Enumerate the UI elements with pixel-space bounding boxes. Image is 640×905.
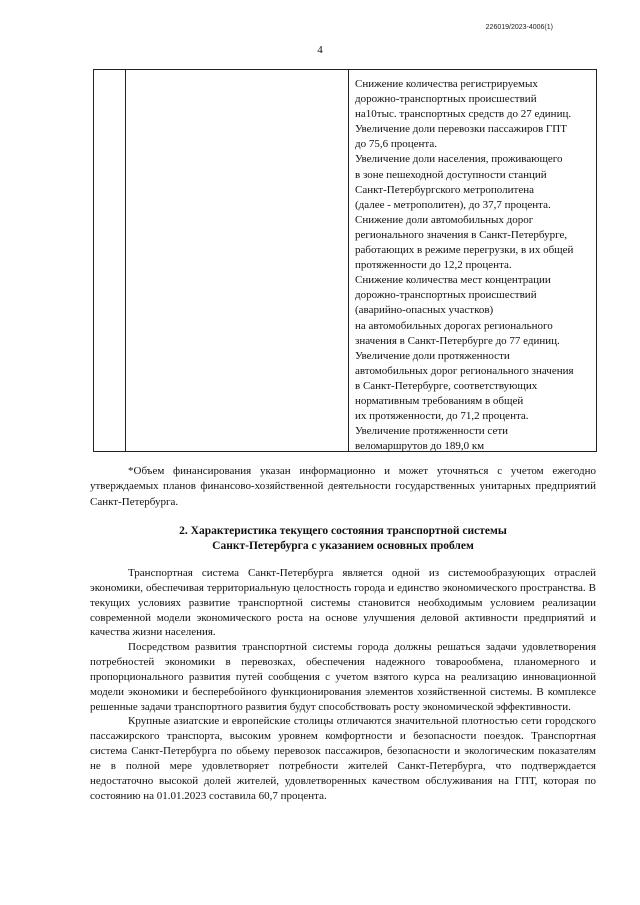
section-heading-line: 2. Характеристика текущего состояния транспортной системы <box>179 525 507 537</box>
target-line: дорожно-транспортных происшествий <box>355 289 537 302</box>
document-id: 226019/2023-4006(1) <box>485 24 553 31</box>
paragraph: Крупные азиатские и европейские столицы отличаются значительной плотностью сети городского пассажирского транспорта, высоким уровнем комфортности и безопасности поездок. Транспортная система Санкт-Петербурга по обьему перевозок пассажиров, безопасности и экологическим показателям не в полной мере удовлетворяет потребности жителей Санкт-Петербурга, что подтверждается недостаточно высокой долей жителей, удовлетворенных качеством обслуживания на ГПТ, которая по состоянию на 01.01.2023 составила 60,7 процента. <box>90 715 596 802</box>
target-line: Снижение доли автомобильных дорог <box>355 213 534 226</box>
target-line: Снижение количества мест концентрации <box>355 274 551 287</box>
target-line: Снижение количества регистрируемых <box>355 78 538 90</box>
target-line: веломаршрутов до 189,0 км <box>355 440 485 453</box>
paragraph: Транспортная система Санкт-Петербурга является одной из системообразующих отраслей экономики, обеспечивая территориальную целостность города и единство экономического пространства. В текущих условиях развитие транспортной системы становится необходимым условием реализации современной модели экономического роста на основе улучшения деловой активности предприятий и качества жизни населения. <box>90 567 596 639</box>
target-line: их протяженности, до 71,2 процента. <box>355 410 529 423</box>
table-cell-targets <box>355 77 592 454</box>
section-heading <box>90 524 596 554</box>
target-line: до 75,6 процента. <box>355 138 437 151</box>
target-line: Увеличение доли перевозки пассажиров ГПТ <box>355 123 567 136</box>
targets-table <box>93 69 597 452</box>
target-line: протяженности до 12,2 процента. <box>355 259 512 272</box>
paragraph: Посредством развития транспортной системы города должны решаться задачи удовлетворения потребностей экономики в перевозках, обеспечения надежного товарообмена, планомерного и пропорционального развития путей сообщения с учетом взятого курса на реализацию инновационной модели экономики и бесперебойного функционирования элементов хозяйственной системы. В комплексе решенные задачи транспортного развития будут способствовать росту экономической эффективности. <box>90 641 596 713</box>
financing-footnote: *Объем финансирования указан информационно и может уточняться с учетом ежегодно утверждаемых планов финансово-хозяйственной деятельности государственных унитарных предприятий Санкт-Петербурга. <box>90 465 596 508</box>
target-line: нормативным требованиям в общей <box>355 394 524 407</box>
target-line: работающих в режиме перегрузки, в их общей <box>355 244 574 257</box>
target-line: на10тыс. транспортных средств до 27 единиц. <box>355 108 572 121</box>
section-heading-line: Санкт-Петербурга с указанием основных проблем <box>212 540 474 552</box>
target-line: в Санкт-Петербурге, соответствующих <box>355 379 538 392</box>
target-line: значения в Санкт-Петербурге до 77 единиц. <box>355 334 560 347</box>
target-line: (аварийно-опасных участков) <box>355 304 494 317</box>
target-line: дорожно-транспортных происшествий <box>355 93 537 106</box>
table-column-name <box>126 70 349 451</box>
target-line: Увеличение протяженности сети <box>355 425 509 438</box>
section-body <box>90 566 596 804</box>
target-line: регионального значения в Санкт-Петербурге, <box>355 228 568 241</box>
target-line: (далее - метрополитен), до 37,7 процента. <box>355 198 551 211</box>
table-column-number <box>94 70 126 451</box>
page-number: 4 <box>317 44 323 56</box>
target-line: автомобильных дорог регионального значения <box>355 364 574 377</box>
target-line: на автомобильных дорогах регионального <box>355 319 553 332</box>
target-line: Санкт-Петербургского метрополитена <box>355 183 534 196</box>
target-line: Увеличение доли населения, проживающего <box>355 153 563 166</box>
target-line: в зоне пешеходной доступности станций <box>355 168 547 181</box>
target-line: Увеличение доли протяженности <box>355 349 510 362</box>
